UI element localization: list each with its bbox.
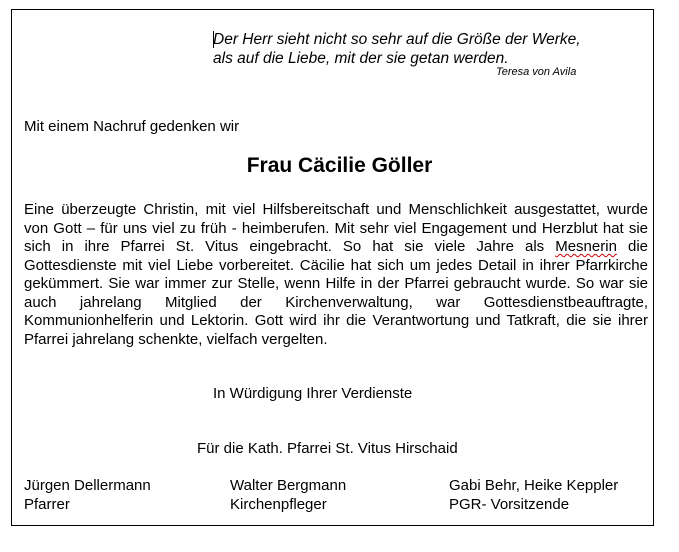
signature-block bbox=[24, 476, 151, 514]
signatory-role: PGR- Vorsitzende bbox=[449, 496, 570, 513]
spellcheck-flagged-word[interactable]: Mesnerin bbox=[555, 238, 617, 255]
obituary-text-part-2: die Gottesdienste mit viel Liebe vorbereitet. Cäcilie hat sich um jedes Detail in ihrer Pfarrkirche gekümmert. Sie war immer zur Stelle, wenn Hilfe in der Pfarrei gebraucht wurde. So war sie auch jahrelang Mitglied der Kirchenverwaltung, war Gottesdienstbeauftragte, Kommunionhelferin und Lektorin. Gott wird ihr die Verantwortung und Tatkraft, die sie ihrer Pfarrei jahrelang schenkte, vielfach vergelten. bbox=[24, 238, 648, 348]
deceased-name-heading: Frau Cäcilie Göller bbox=[246, 154, 433, 177]
quote-line-2: als auf die Liebe, mit der sie getan werden. bbox=[213, 50, 509, 67]
signatory-role: Kirchenpfleger bbox=[230, 496, 327, 513]
on-behalf-line: Für die Kath. Pfarrei St. Vitus Hirschaid bbox=[197, 440, 458, 457]
signature-block bbox=[230, 476, 346, 514]
intro-line: Mit einem Nachruf gedenken wir bbox=[24, 118, 240, 135]
obituary-text-part-1: Eine überzeugte Christin, mit viel Hilfsbereitschaft und Menschlichkeit ausgestattet, wurde von Gott – für uns viel zu früh - heimberufen. Mit sehr viel Engagement und Herzblut hat sie sich in ihre Pfarrei St. Vitus eingebracht. So hat sie viele Jahre als bbox=[24, 201, 648, 255]
tribute-line: In Würdigung Ihrer Verdienste bbox=[213, 385, 413, 402]
quote-author: Teresa von Avila bbox=[496, 66, 577, 78]
quote-block[interactable] bbox=[213, 30, 613, 68]
quote-line-1: Der Herr sieht nicht so sehr auf die Größe der Werke, bbox=[213, 31, 581, 48]
signatory-role: Pfarrer bbox=[24, 496, 70, 513]
signatory-name: Gabi Behr, Heike Keppler bbox=[449, 477, 619, 494]
obituary-paragraph[interactable] bbox=[24, 201, 648, 349]
signature-block bbox=[449, 476, 618, 514]
signatory-name: Jürgen Dellermann bbox=[24, 477, 151, 494]
signatory-name: Walter Bergmann bbox=[230, 477, 347, 494]
